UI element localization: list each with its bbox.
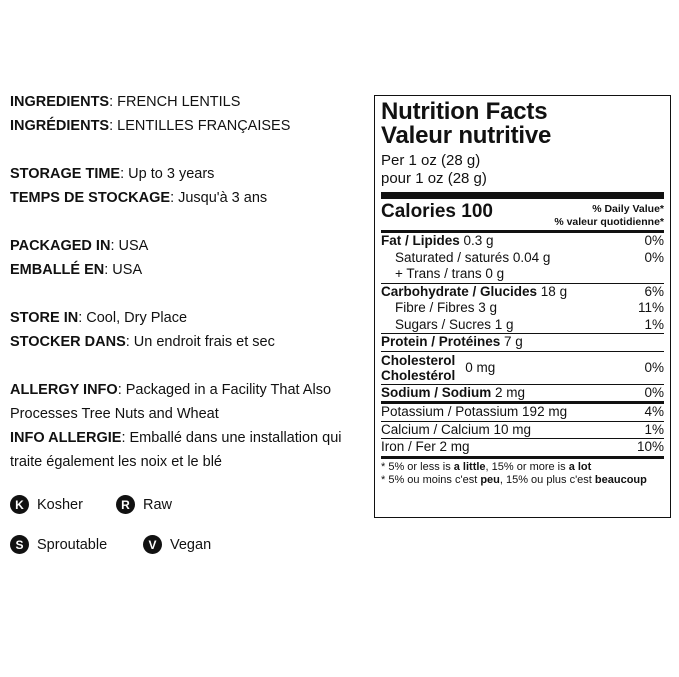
saturated-row	[381, 250, 664, 267]
packaged-section	[10, 234, 370, 282]
cholesterol-amount: 0 mg	[465, 359, 496, 375]
sugars-label: Sugars / Sucres 1 g	[395, 316, 514, 332]
store-en-label: STORE IN	[10, 310, 79, 326]
serving-size-en: Per 1 oz (28 g)	[381, 152, 481, 169]
store-section	[10, 306, 370, 354]
iron-dv: 10%	[636, 439, 664, 454]
allergy-fr	[10, 426, 370, 474]
saturated-label: Saturated / saturés 0.04 g	[395, 249, 551, 265]
sodium-label: Sodium / Sodium	[381, 384, 492, 400]
cholesterol-label-fr: Cholestérol	[381, 367, 456, 383]
storage-en	[10, 162, 370, 186]
ingredients-en-label: INGREDIENTS	[10, 94, 110, 110]
divider-thick	[381, 192, 664, 199]
sodium-amount: 2 mg	[491, 384, 526, 400]
allergy-en-label: ALLERGY INFO	[10, 382, 118, 398]
nutrition-title-en: Nutrition Facts	[381, 98, 548, 125]
fibre-dv: 11%	[637, 300, 664, 315]
sproutable-icon: S	[10, 535, 29, 554]
footnote-fr-text: * 5% ou moins c'est	[381, 473, 481, 486]
protein-row	[381, 334, 664, 351]
iron-label: Iron / Fer 2 mg	[381, 439, 470, 454]
footnote-en-text: , 15% or more is	[485, 460, 569, 473]
ingredients-fr	[10, 114, 370, 138]
footnote	[381, 459, 664, 487]
packaged-en	[10, 234, 370, 258]
store-fr-label: STOCKER DANS	[10, 334, 126, 350]
allergy-section	[10, 378, 370, 474]
footnote-en-lot: a lot	[568, 460, 592, 473]
trans-label: + Trans / trans 0 g	[395, 266, 505, 281]
store-en	[10, 306, 370, 330]
ingredients-en	[10, 90, 370, 114]
cholesterol-label-en: Cholesterol	[381, 352, 456, 368]
protein-amount: 7 g	[500, 334, 523, 349]
sugars-row	[381, 317, 664, 334]
storage-en-value: : Up to 3 years	[120, 166, 215, 182]
store-en-value: : Cool, Dry Place	[78, 310, 188, 326]
vegan-icon: V	[143, 535, 162, 554]
daily-value-en: % Daily Value*	[592, 203, 664, 215]
badge-sproutable	[10, 535, 107, 554]
badge-label: Raw	[143, 496, 173, 513]
raw-icon: R	[116, 495, 135, 514]
packaged-en-label: PACKAGED IN	[10, 238, 111, 254]
fat-label: Fat / Lipides	[381, 233, 460, 248]
storage-fr-label: TEMPS DE STOCKAGE	[10, 190, 171, 206]
fibre-row	[381, 300, 664, 317]
allergy-en	[10, 378, 370, 426]
calcium-dv: 1%	[644, 421, 664, 437]
packaged-fr-value: : USA	[104, 262, 143, 278]
cholesterol-row	[381, 352, 664, 384]
daily-value-header	[554, 201, 664, 229]
ingredients-en-value: : FRENCH LENTILS	[109, 94, 241, 110]
protein-label: Protein / Protéines	[381, 334, 501, 349]
badge-label: Sproutable	[37, 536, 108, 553]
serving-size-fr: pour 1 oz (28 g)	[381, 170, 487, 187]
footnote-fr	[381, 474, 664, 487]
allergy-fr-value: : Emballé dans une installation qui traite également les noix et le blé	[10, 430, 342, 470]
sugars-dv: 1%	[644, 316, 664, 332]
footnote-fr-peu: peu	[480, 473, 500, 486]
iron-row	[381, 439, 664, 456]
fat-row	[381, 233, 664, 250]
badge-raw	[116, 495, 172, 514]
carbohydrate-row	[381, 284, 664, 301]
saturated-dv: 0%	[644, 249, 664, 265]
potassium-label: Potassium / Potassium 192 mg	[381, 404, 568, 419]
cholesterol-dv: 0%	[644, 359, 664, 375]
product-info	[10, 90, 370, 498]
fibre-label: Fibre / Fibres 3 g	[395, 300, 498, 315]
carbohydrate-amount: 18 g	[537, 283, 568, 299]
footnote-en-little: a little	[453, 460, 486, 473]
badge-kosher	[10, 495, 83, 514]
badge-vegan	[143, 535, 211, 554]
storage-en-label: STORAGE TIME	[10, 166, 121, 182]
packaged-fr	[10, 258, 370, 282]
calcium-row	[381, 422, 664, 439]
footnote-en-text: * 5% or less is	[381, 460, 454, 473]
footnote-fr-text: , 15% ou plus c'est	[499, 473, 595, 486]
calories: Calories 100	[381, 201, 493, 222]
sodium-dv: 0%	[644, 384, 664, 400]
ingredients-section	[10, 90, 370, 138]
potassium-dv: 4%	[644, 404, 664, 419]
kosher-icon: K	[10, 495, 29, 514]
allergy-en-value: : Packaged in a Facility That Also Processes Tree Nuts and Wheat	[10, 382, 332, 422]
allergy-fr-label: INFO ALLERGIE	[10, 430, 122, 446]
storage-section	[10, 162, 370, 210]
calcium-label: Calcium / Calcium 10 mg	[381, 421, 532, 437]
badge-label: Vegan	[170, 536, 212, 553]
sodium-row	[381, 385, 664, 402]
store-fr	[10, 330, 370, 354]
carbohydrate-label: Carbohydrate / Glucides	[381, 283, 538, 299]
packaged-en-value: : USA	[110, 238, 149, 254]
fat-dv: 0%	[644, 233, 664, 248]
potassium-row	[381, 404, 664, 421]
calories-row	[381, 199, 664, 230]
footnote-fr-beaucoup: beaucoup	[594, 473, 647, 486]
storage-fr-value: : Jusqu'à 3 ans	[170, 190, 268, 206]
ingredients-fr-label: INGRÉDIENTS	[10, 118, 110, 134]
nutrition-title-fr: Valeur nutritive	[381, 122, 552, 149]
store-fr-value: : Un endroit frais et sec	[125, 334, 275, 350]
fat-amount: 0.3 g	[459, 233, 494, 248]
footnote-en	[381, 461, 664, 474]
ingredients-fr-value: : LENTILLES FRANÇAISES	[109, 118, 291, 134]
daily-value-fr: % valeur quotidienne*	[554, 216, 664, 228]
storage-fr	[10, 186, 370, 210]
trans-row	[381, 266, 664, 283]
packaged-fr-label: EMBALLÉ EN	[10, 262, 105, 278]
nutrition-facts-panel	[374, 95, 671, 518]
badge-label: Kosher	[37, 496, 83, 513]
carbohydrate-dv: 6%	[644, 283, 664, 299]
